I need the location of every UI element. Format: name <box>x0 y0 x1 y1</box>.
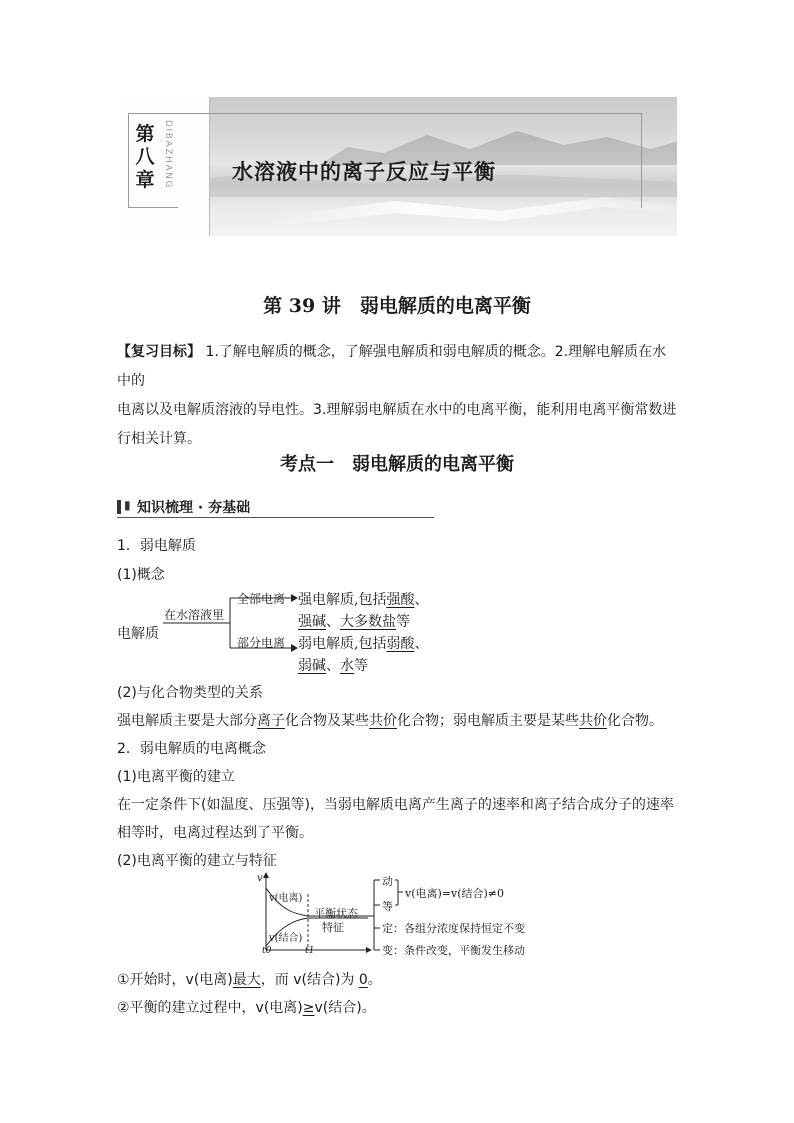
text: ，而 v(结合)为 <box>260 972 359 988</box>
feature-dong: 动 <box>382 875 393 888</box>
weak-text: 弱电解质,包括 <box>298 636 387 652</box>
chapter-frame-bottom <box>128 207 178 208</box>
feature-equal-rates: v(电离)=v(结合)≠0 <box>405 887 505 900</box>
y-axis-arrow <box>263 872 269 878</box>
weak-electrolyte-line-2 <box>298 655 368 675</box>
para-line-1: 在一定条件下(如温度、压强等)，当弱电解质电离产生离子的速率和离子结合成分子的速率 <box>117 797 674 813</box>
point-1 <box>117 970 382 990</box>
answer-greater-equal: ≥ <box>302 1000 315 1016</box>
answer-strong-acid: 强酸 <box>386 592 415 608</box>
answer-weak-base: 弱碱 <box>298 658 326 674</box>
heading-weak-electrolyte: 1．弱电解质 <box>117 538 196 554</box>
section-title: 考点一 弱电解质的电离平衡 <box>280 454 514 475</box>
graph-t0: t0 <box>262 946 272 956</box>
weak-electrolyte-line-1 <box>298 633 428 653</box>
answer-water: 水 <box>340 658 354 674</box>
feature-ding: 定：各组分浓度保持恒定不变 <box>382 922 525 935</box>
suffix: 等 <box>396 614 410 630</box>
objectives-line-1: 1.了解电解质的概念，了解强电解质和弱电解质的概念。2.理解电解质在水中的 <box>117 344 667 389</box>
section-header-bar <box>117 500 121 514</box>
strong-electrolyte-line-1 <box>298 589 428 609</box>
graph-ionization-label: v(电离) <box>269 893 303 904</box>
feature-bian: 变：条件改变，平衡发生移动 <box>382 944 525 957</box>
text: 强电解质主要是大部分 <box>117 713 257 729</box>
diagram-lower-label: 部分电离 <box>237 636 286 650</box>
separator: 、 <box>414 592 429 608</box>
separator: 、 <box>326 658 340 674</box>
answer-zero: 0 <box>358 972 368 988</box>
diagram-branch-label: 在水溶液里 <box>164 608 225 622</box>
text: 。 <box>367 972 382 988</box>
sub-concept: (1)概念 <box>117 567 165 583</box>
text: 化合物；弱电解质主要是某些 <box>397 713 579 729</box>
chapter-pinyin: DIBAZHANG <box>163 120 173 190</box>
separator: 、 <box>326 614 340 630</box>
graph-combination-label: v(结合) <box>269 933 303 944</box>
text: ①开始时，v(电离) <box>117 972 233 988</box>
book-icon: ▮ <box>124 498 131 512</box>
sub-relation: (2)与化合物类型的关系 <box>117 685 263 701</box>
text: ②平衡的建立过程中，v(电离) <box>117 1000 303 1016</box>
objectives-tag: 【复习目标】 <box>117 344 201 360</box>
lecture-title: 第 39 讲 弱电解质的电离平衡 <box>263 295 531 317</box>
section-header: 知识梳理 · 夯基础 <box>137 500 251 516</box>
answer-maximum: 最大 <box>232 972 261 988</box>
chapter-char-3: 章 <box>135 169 155 191</box>
answer-covalent-2: 共价 <box>579 713 607 729</box>
separator: 、 <box>414 636 429 652</box>
text: 化合物。 <box>607 713 663 729</box>
graph-balance-label: 平衡状态 <box>314 907 358 920</box>
upper-arrow-head <box>291 594 298 602</box>
chapter-title: 水溶液中的离子反应与平衡 <box>232 160 496 184</box>
graph-y-label: v <box>257 873 263 884</box>
objectives-line-2: 电离以及电解质溶液的导电性。3.理解弱电解质在水中的电离平衡，能利用电离平衡常数进 <box>117 402 677 418</box>
answer-weak-acid: 弱酸 <box>386 636 415 652</box>
sub-establishment: (1)电离平衡的建立 <box>117 769 235 785</box>
graph-feature-label: 特征 <box>322 921 344 934</box>
strong-electrolyte-line-2 <box>298 611 410 631</box>
chapter-char-1: 第 <box>135 123 155 145</box>
text: 化合物及某些 <box>285 713 369 729</box>
chapter-char-2: 八 <box>135 146 155 168</box>
para-line-2: 相等时，电离过程达到了平衡。 <box>117 825 313 841</box>
answer-most-salts: 大多数盐 <box>340 614 396 630</box>
text: v(结合)。 <box>314 1000 376 1016</box>
answer-strong-base: 强碱 <box>298 614 326 630</box>
graph-t1: t1 <box>305 946 315 956</box>
review-objectives <box>117 338 677 454</box>
objectives-line-3: 行相关计算。 <box>117 431 201 447</box>
point-2 <box>117 998 376 1018</box>
suffix: 等 <box>354 658 368 674</box>
answer-ionic: 离子 <box>257 713 285 729</box>
x-axis-arrow <box>366 947 372 953</box>
lower-arrow-head <box>291 644 298 652</box>
heading-ionization-concept: 2．弱电解质的电离概念 <box>117 741 266 757</box>
diagram-root: 电解质 <box>117 626 159 642</box>
diagram-upper-label: 全部电离 <box>237 592 286 606</box>
sub-establishment-features: (2)电离平衡的建立与特征 <box>117 853 277 869</box>
strong-text: 强电解质,包括 <box>298 592 387 608</box>
relation-sentence <box>117 711 663 731</box>
answer-covalent-1: 共价 <box>369 713 397 729</box>
feature-deng: 等 <box>382 900 393 913</box>
